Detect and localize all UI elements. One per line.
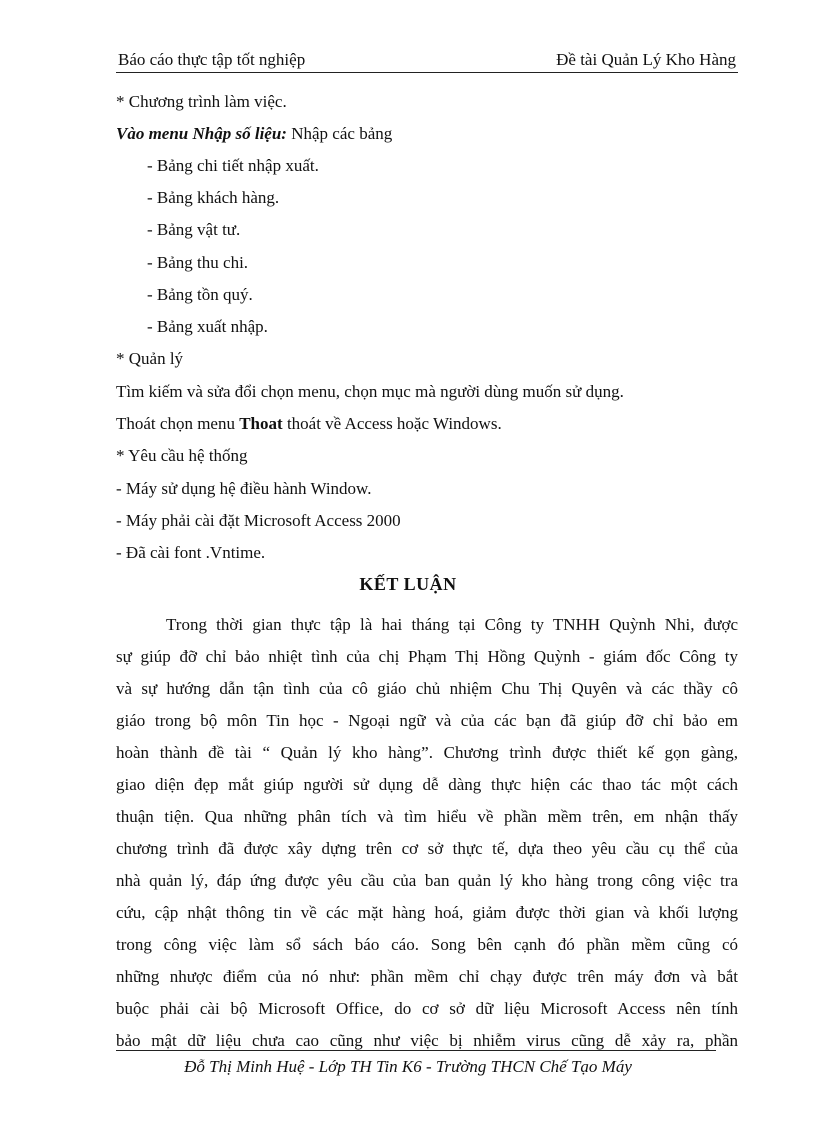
menu-import-line bbox=[116, 124, 392, 144]
conclusion-line: nhà quản lý, đáp ứng được yêu cầu của ban quản lý kho hàng trong công việc tra bbox=[116, 871, 738, 890]
menu-import-label: Vào menu Nhập số liệu: bbox=[116, 124, 287, 143]
page-header bbox=[116, 48, 738, 73]
requirement-item: - Máy sử dụng hệ điều hành Window. bbox=[116, 479, 372, 498]
exit-line bbox=[116, 414, 502, 434]
table-item: - Bảng tồn quý. bbox=[147, 285, 253, 304]
conclusion-line: những nhược điểm của nó như: phần mềm chỉ chạy được trên máy đơn và bắt bbox=[116, 967, 738, 986]
page-footer: Đỗ Thị Minh Huệ - Lớp TH Tin K6 - Trường THCN Chế Tạo Máy bbox=[184, 1057, 632, 1076]
header-report-title: Báo cáo thực tập tốt nghiệp bbox=[118, 50, 306, 69]
conclusion-line: cứu, cập nhật thông tin về các mặt hàng hoá, giảm được thời gian và khối lượng bbox=[116, 903, 738, 922]
table-item: - Bảng vật tư. bbox=[147, 220, 241, 239]
manage-title: * Quản lý bbox=[116, 349, 184, 368]
conclusion-line: bảo mật dữ liệu chưa cao cũng như việc bị nhiễm virus cũng dễ xảy ra, phần bbox=[116, 1031, 738, 1050]
table-item: - Bảng thu chi. bbox=[147, 253, 249, 272]
conclusion-line: trong công việc làm sổ sách báo cáo. Song bên cạnh đó phần mềm cũng có bbox=[116, 935, 738, 954]
exit-line-menu: Thoat bbox=[239, 414, 283, 433]
table-item: - Bảng chi tiết nhập xuất. bbox=[147, 156, 319, 175]
manage-line: Tìm kiếm và sửa đổi chọn menu, chọn mục mà người dùng muốn sử dụng. bbox=[116, 382, 624, 401]
conclusion-line: sự giúp đỡ chỉ bảo nhiệt tình của chị Phạm Thị Hồng Quỳnh - giám đốc Công ty bbox=[116, 647, 738, 666]
conclusion-line: Trong thời gian thực tập là hai tháng tại Công ty TNHH Quỳnh Nhi, được bbox=[166, 615, 738, 634]
requirement-item: - Máy phải cài đặt Microsoft Access 2000 bbox=[116, 511, 401, 530]
exit-line-after: thoát về Access hoặc Windows. bbox=[282, 414, 502, 433]
requirement-item: - Đã cài font .Vntime. bbox=[116, 543, 266, 562]
conclusion-line: giáo trong bộ môn Tin học - Ngoại ngữ và của các bạn đã giúp đỡ chỉ bảo em bbox=[116, 711, 738, 730]
program-title: * Chương trình làm việc. bbox=[116, 92, 287, 111]
conclusion-line: thuận tiện. Qua những phân tích và tìm hiểu về phần mềm trên, em nhận thấy bbox=[116, 807, 738, 826]
menu-import-text: Nhập các bảng bbox=[286, 124, 393, 143]
table-item: - Bảng khách hàng. bbox=[147, 188, 280, 207]
conclusion-line: và sự hướng dẫn tận tình của cô giáo chủ nhiệm Chu Thị Quyên và các thầy cô bbox=[116, 679, 738, 698]
conclusion-line: buộc phải cài bộ Microsoft Office, do cơ sở dữ liệu Microsoft Access nên tính bbox=[116, 999, 738, 1018]
table-item: - Bảng xuất nhập. bbox=[147, 317, 268, 336]
exit-line-before: Thoát chọn menu bbox=[116, 414, 240, 433]
footer-rule bbox=[116, 1050, 716, 1051]
header-topic: Đề tài Quản Lý Kho Hàng bbox=[556, 50, 736, 69]
conclusion-heading: KẾT LUẬN bbox=[359, 574, 457, 594]
conclusion-line: giao diện đẹp mắt giúp người sử dụng dễ dàng thực hiện các thao tác một cách bbox=[116, 775, 738, 794]
conclusion-line: chương trình đã được xây dựng trên cơ sở thực tế, dựa theo yêu cầu cụ thể của bbox=[116, 839, 738, 858]
requirements-title: * Yêu cầu hệ thống bbox=[116, 446, 248, 465]
conclusion-line: hoàn thành đề tài “ Quản lý kho hàng”. Chương trình được thiết kế gọn gàng, bbox=[116, 743, 738, 762]
